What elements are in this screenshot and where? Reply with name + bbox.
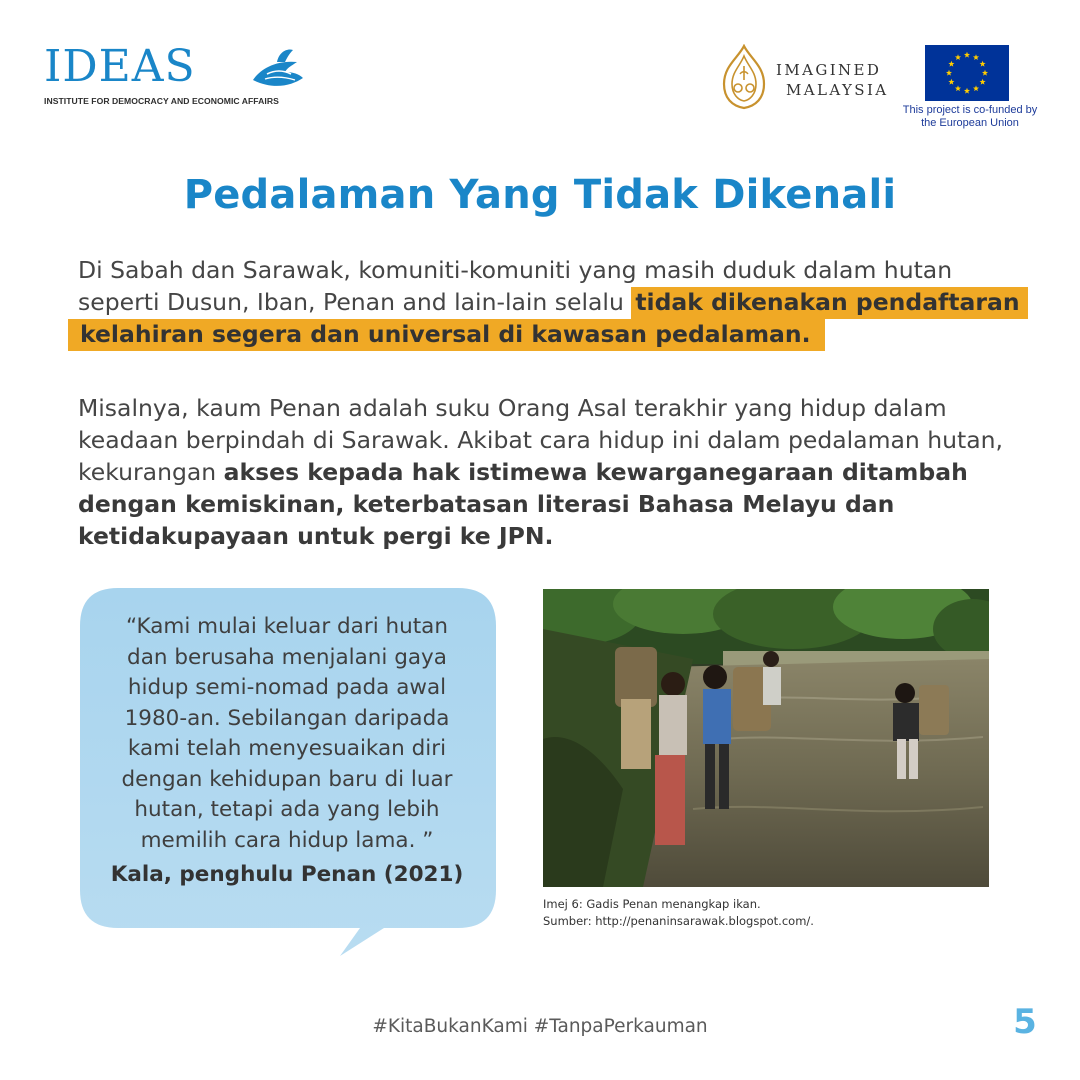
eu-funding-caption: [890, 104, 1050, 130]
quote-line: hutan, tetapi ada yang lebih: [134, 797, 440, 822]
quote-line: 1980-an. Sebilangan daripada: [124, 705, 450, 731]
quote-author: Kala, penghulu Penan (2021): [110, 862, 464, 887]
page-number: 5: [1013, 1002, 1037, 1042]
quote-line: dan berusaha menjalani gaya: [127, 644, 447, 670]
quote-text: [98, 612, 476, 856]
quote-line: dengan kehidupan baru di luar: [121, 766, 453, 792]
ideas-logo-text: IDEAS: [44, 41, 196, 92]
paragraph-2-line-1: Misalnya, kaum Penan adalah suku Orang Asal terakhir yang hidup dalam: [78, 394, 947, 422]
paragraph-1-line-3: [78, 318, 1018, 350]
bold-text: akses kepada hak istimewa kewarganegaraan ditambah: [223, 458, 968, 486]
ideas-logo-subtitle: INSTITUTE FOR DEMOCRACY AND ECONOMIC AFFAIRS: [44, 96, 279, 106]
highlight-text: kelahiran segera dan universal di kawasan pedalaman.: [68, 319, 825, 351]
paragraph-2-line-5: ketidakupayaan untuk pergi ke JPN.: [78, 522, 554, 550]
paragraph-1: [78, 254, 1018, 350]
paragraph-2-line-3-text: kekurangan: [78, 458, 224, 486]
bird-icon: [247, 44, 307, 94]
imagined-malaysia-logo: [720, 44, 900, 110]
eu-flag-icon: [925, 45, 1009, 101]
imagined-text: IMAGINED: [776, 61, 882, 79]
paragraph-2-line-2: keadaan berpindah di Sarawak. Akibat cara hidup ini dalam pedalaman hutan,: [78, 426, 1004, 454]
quote-line: hidup semi-nomad pada awal: [127, 675, 447, 700]
hashtags: #KitaBukanKami #TanpaPerkauman: [372, 1016, 708, 1037]
photo-caption: [543, 896, 983, 930]
eu-caption-line1: This project is co-funded by: [902, 104, 1038, 116]
quote-line: kami telah menyesuaikan diri: [127, 736, 447, 761]
eu-caption-line2: the European Union: [921, 117, 1019, 129]
page-title: Pedalaman Yang Tidak Dikenali: [183, 172, 897, 218]
paragraph-1-line-2-text: seperti Dusun, Iban, Penan and lain-lain selalu: [78, 288, 632, 316]
wayang-emblem-icon: [720, 44, 768, 110]
paragraph-1-line-2: [78, 286, 1018, 318]
quote-line: memilih cara hidup lama. ”: [140, 827, 434, 853]
paragraph-2: [78, 392, 1018, 552]
photo-caption-line2: Sumber: http://penaninsarawak.blogspot.com/.: [543, 914, 814, 928]
river-photo: [543, 589, 989, 887]
quote-line: “Kami mulai keluar dari hutan: [126, 614, 448, 639]
photo-caption-line1: Imej 6: Gadis Penan menangkap ikan.: [543, 897, 761, 911]
paragraph-1-line-1: Di Sabah dan Sarawak, komuniti-komuniti yang masih duduk dalam hutan: [78, 256, 953, 284]
paragraph-2-line-4: dengan kemiskinan, keterbatasan literasi Bahasa Melayu dan: [78, 490, 895, 518]
highlight-text: tidak dikenakan pendaftaran: [631, 287, 1027, 319]
ideas-logo: [44, 42, 284, 112]
paragraph-2-line-3: [78, 456, 1018, 488]
malaysia-text: MALAYSIA: [786, 81, 889, 99]
